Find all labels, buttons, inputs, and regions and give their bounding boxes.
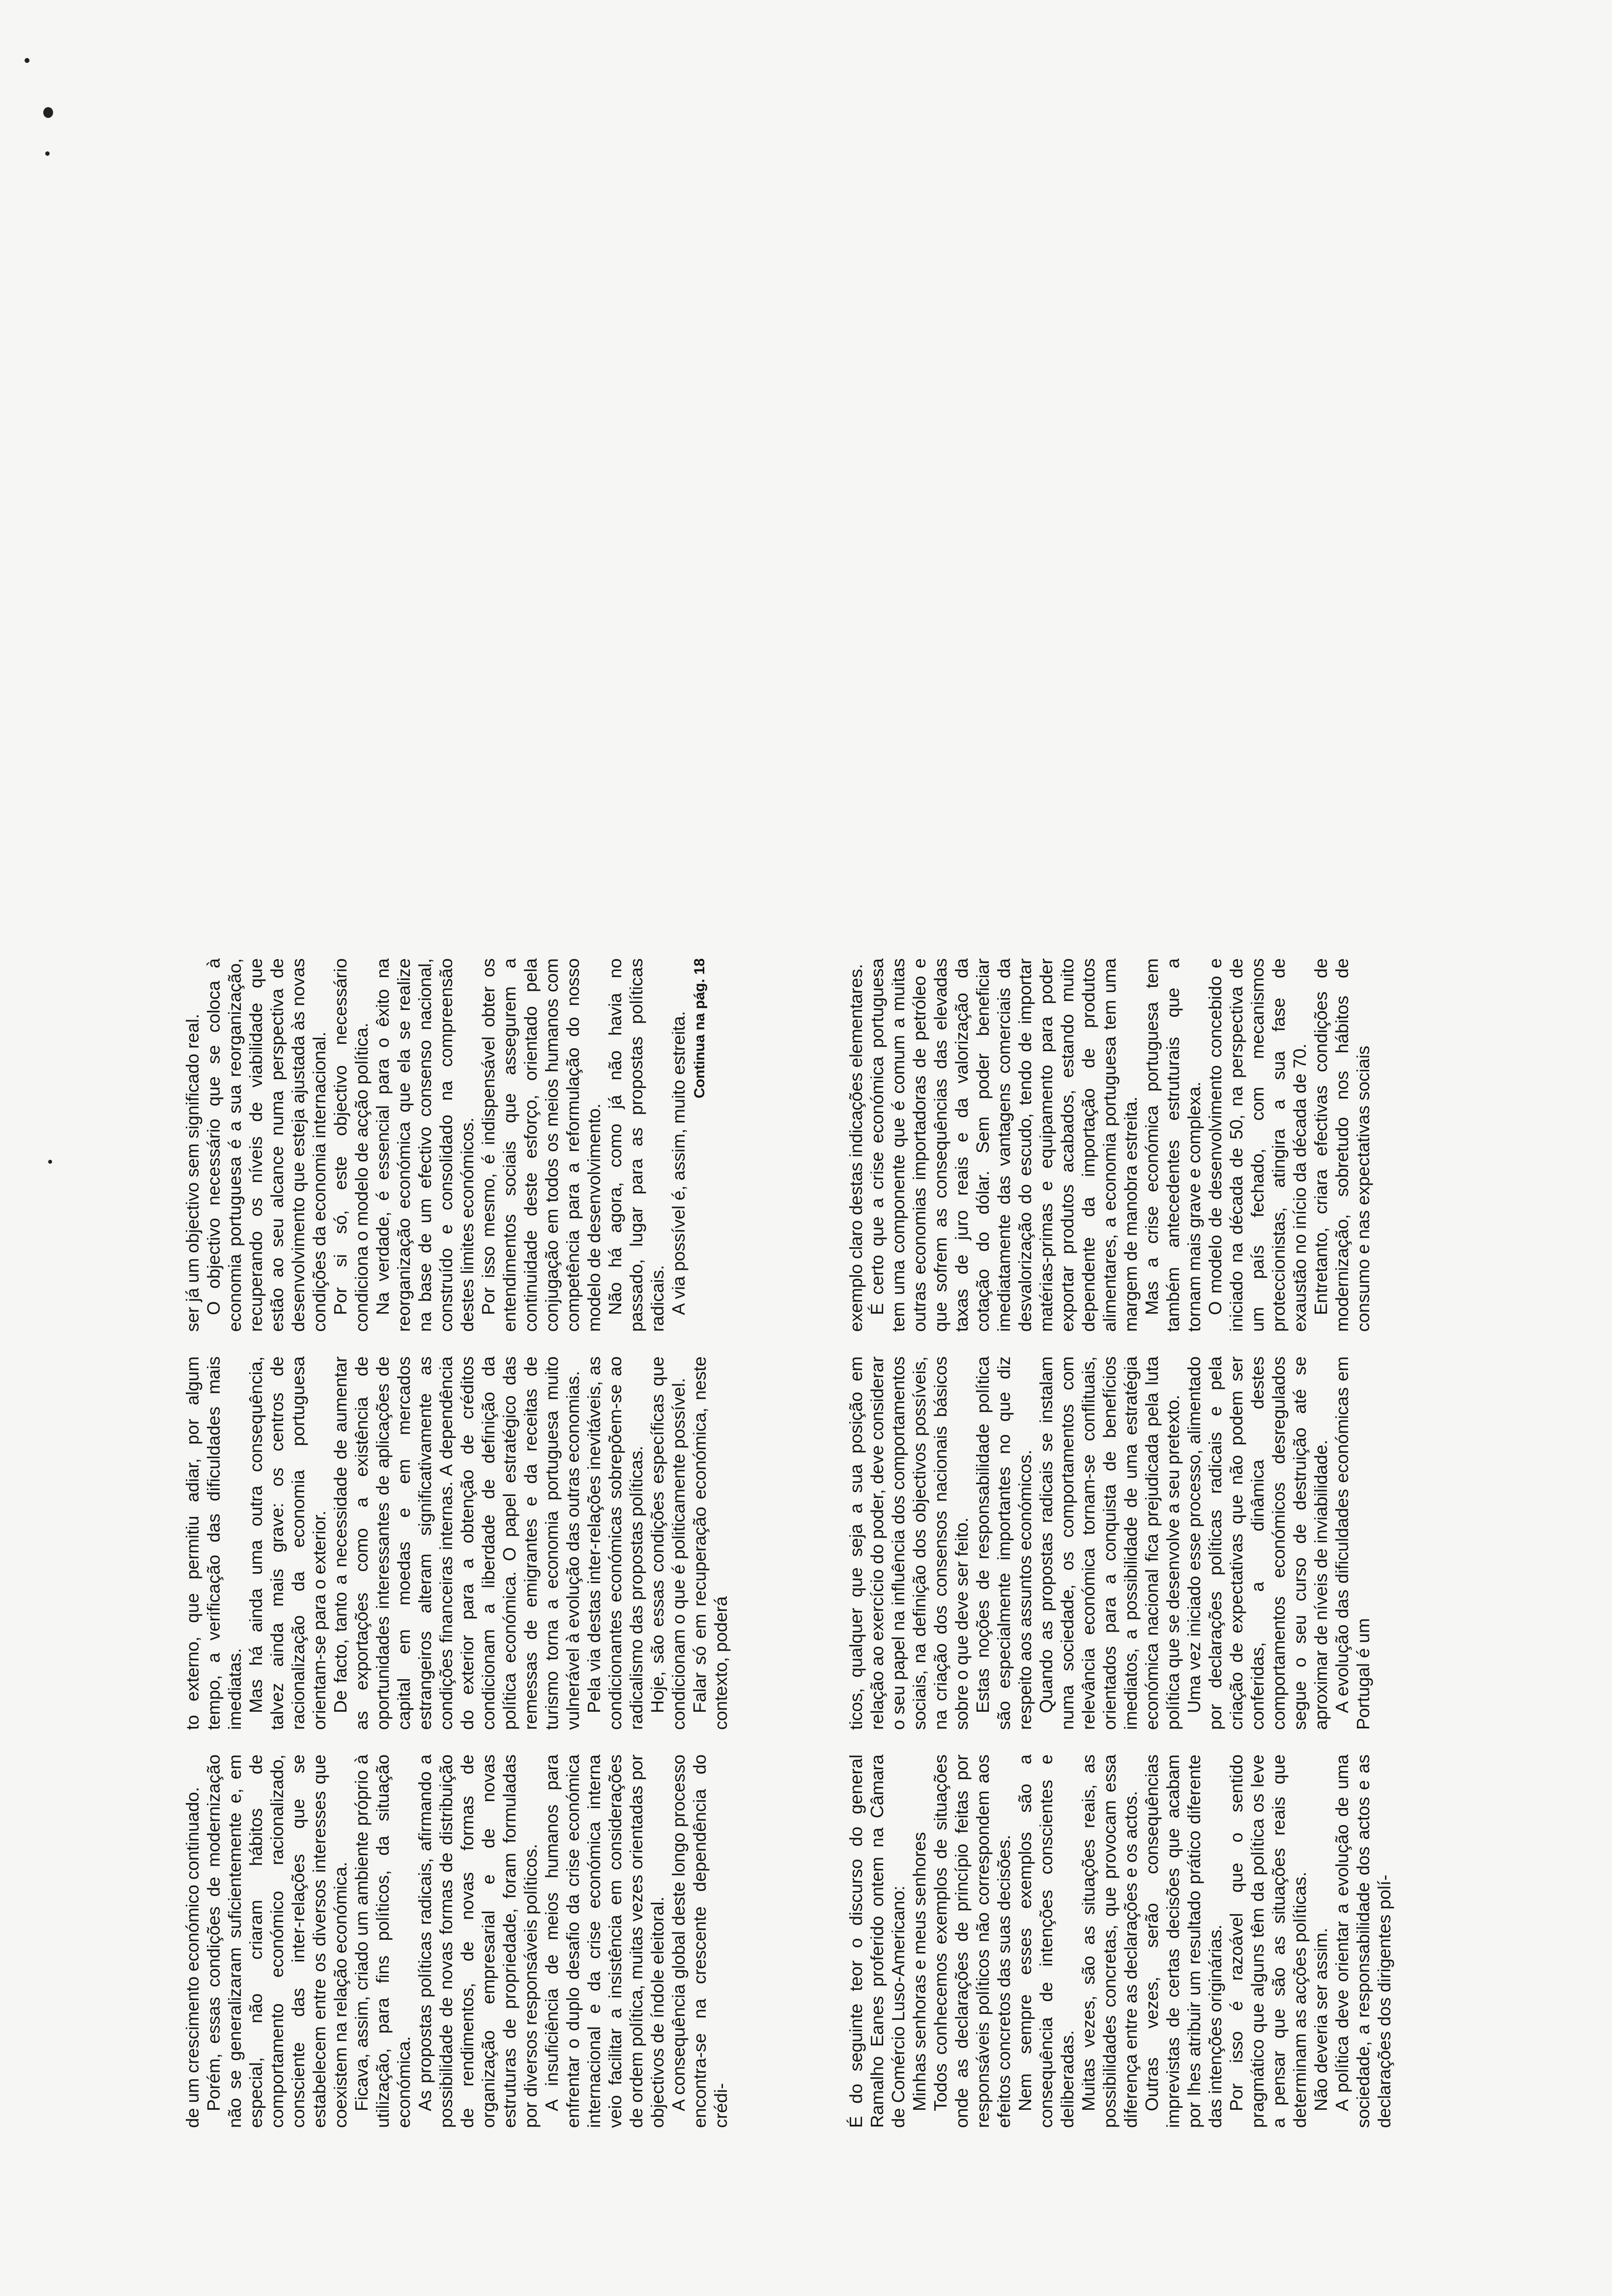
paragraph: É do seguinte teor o discurso do general Ramalho Eanes proferido ontem na Câmara de Comércio Luso-Americano: (846, 1754, 908, 2128)
rotated-newspaper-article (177, 162, 1435, 2128)
paragraph: De facto, tanto a necessidade de aumentar as exportações como a existência de oportunidades interessantes de aplicações de capital em moedas e em mercados estrangeiros alteram significativamente as condições financeiras internas. A dependência do exterior para a obtenção de créditos condicionam a liberdade de definição da política económica. O papel estratégico das remessas de emigrantes e da receitas de turismo torna a economia portuguesa muito vulnerável à evolução das outras economias. (330, 1356, 583, 1730)
paragraph: Na verdade, é essencial para o êxito na reorganização económica que ela se realize na base de um efectivo consenso nacional, construído e consolidado na compreensão destes limites económicos. (373, 958, 477, 1332)
paragraph: Porém, essas condições de modernização não se generalizaram suficientemente e, em especial, não criaram hábitos de comportamento económico racionalizado, consciente das inter-relações que se estabelecem entre os diversos interesses que coexistem na relação económica. (203, 1754, 350, 2128)
paragraph: Entretanto, criara efectivas condições de modernização, sobretudo nos hábitos de consumo e nas expectativas sociais (1311, 958, 1373, 1332)
paragraph: As propostas políticas radicais, afirmando a possibilidade de novas formas de distribuição de rendimentos, de novas formas de organização empresarial e de novas estruturas de propriedade, foram formuladas por diversos responsáveis políticos. (415, 1754, 541, 2128)
scan-speck (43, 107, 53, 118)
text-column-2 (845, 1356, 1435, 1730)
paragraph: Mas a crise económica portuguesa tem também antecedentes estruturais que a tornam mais grave e complexa. (1142, 958, 1204, 1332)
text-column-6 (182, 958, 772, 1332)
paragraph: Uma vez iniciado esse processo, alimentado por declarações políticas radicais e pela criação de expectativas que não podem ser conferidas, a dinâmica destes comportamentos económicos desregulados segue o seu curso de destruição até se aproximar de níveis de inviabilidade. (1184, 1356, 1331, 1730)
paragraph: ser já um objectivo sem significado real. (182, 1013, 202, 1332)
paragraph: Quando as propostas radicais se instalam numa sociedade, os comportamentos com relevância económica tornam-se conflituais, orientados para a conquista de benefícios imediatos, a possibilidade de uma estratégia económica nacional fica prejudicada pela luta política que se desenvolve a seu pretexto. (1036, 1356, 1183, 1730)
scan-speck (25, 58, 29, 63)
paragraph: Por isso mesmo, é indispensável obter os entendimentos sociais que assegurem a continuidade deste esforço, orientado pela conjugação em todos os meios humanos com competência para a reformulação do nosso modelo de desenvolvimento. (478, 958, 604, 1332)
paragraph: A evolução das dificuldades económicas em Portugal é um (1332, 1356, 1373, 1730)
paragraph: Minhas senhoras e meus senhores (909, 1832, 929, 2111)
article-band-upper (182, 162, 772, 2128)
paragraph: Por si só, este objectivo necessário condiciona o modelo de acção política. (330, 958, 372, 1332)
paragraph: O modelo de desenvolvimento concebido e iniciado na década de 50, na perspectiva de um país fechado, com mecanismos proteccionistas, atingira a sua fase de exaustão no início da década de 70. (1205, 958, 1310, 1332)
paragraph: Todos conhecemos exemplos de situações onde as declarações de princípio feitas por responsáveis políticos não correspondem aos efeitos concretos das suas decisões. (930, 1754, 1014, 2128)
paragraph: Falar só em recuperação económica, neste contexto, poderá (690, 1356, 731, 1730)
paragraph: Estas noções de responsabilidade política são especialmente importantes no que diz respeito aos assuntos económicos. (973, 1356, 1035, 1730)
paragraph: A consequência global deste longo processo encontra-se na crescente dependência do crédi- (668, 1754, 731, 2128)
paragraph: A via possível é, assim, muito estreita. (668, 1011, 689, 1315)
paragraph: Nem sempre esses exemplos são a consequência de intenções conscientes e deliberadas. (1015, 1754, 1077, 2128)
paragraph: Pela via destas inter-relações inevitáveis, as condicionantes económicas sobrepõem-se ao radicalismo das propostas políticas. (584, 1356, 646, 1730)
text-column-1 (845, 1754, 1435, 2128)
paragraph: O objectivo necessário que se coloca à economia portuguesa é a sua reorganização, recuperando os níveis de viabilidade que estão ao seu alcance numa perspectiva de desenvolvimento que esteja ajustada às novas condições da economia internacional. (203, 958, 329, 1332)
paragraph: Não deveria ser assim. (1311, 1927, 1331, 2111)
continuation-note: Continua na pág. 18 (691, 958, 708, 1099)
text-column-5 (182, 1356, 772, 1730)
paragraph: É certo que a crise económica portuguesa tem uma componente que é comum a muitas outras economias importadoras de petróleo e que sofrem as consequências das elevadas taxas de juro reais e da valorização da cotação do dólar. Sem poder beneficiar imediatamente das vantagens comerciais da desvalorização do escudo, tendo de importar matérias-primas e equipamento para poder exportar produtos acabados, estando muito dependente da importação de produtos alimentares, a economia portuguesa tem uma margem de manobra estreita. (867, 958, 1141, 1332)
paragraph: de um crescimento económico continuado. (182, 1787, 202, 2128)
paragraph: to externo, que permitiu adiar, por algum tempo, a verificação das dificuldades mais imediatas. (182, 1356, 245, 1730)
text-column-4 (182, 1754, 772, 2128)
scan-speck (48, 1160, 52, 1164)
paragraph: Hoje, são essas condições específicas que condicionam o que é politicamente possível. (647, 1356, 689, 1730)
paragraph: Outras vezes, serão consequências imprevistas de certas decisões que acabam por lhes atribuir um resultado prático diferente das intenções originárias. (1142, 1754, 1225, 2128)
paragraph: Ficava, assim, criado um ambiente próprio à utilização, para fins políticos, da situação económica. (351, 1754, 414, 2128)
paragraph: exemplo claro destas indicações elementares. (846, 964, 866, 1332)
text-column-3 (845, 958, 1435, 1332)
scan-speck (45, 151, 50, 156)
paragraph: Por isso é razoável que o sentido pragmático que alguns têm da política os leve a pensar que são as situações reais que determinam as acções políticas. (1226, 1754, 1310, 2128)
paragraph: A política deve orientar a evolução de uma sociedade, a responsabilidade dos actos e as declarações dos dirigentes polí- (1332, 1754, 1394, 2128)
article-band-lower (845, 162, 1435, 2128)
paragraph: ticos, qualquer que seja a sua posição em relação ao exercício do poder, deve considerar o seu papel na influência dos comportamentos sociais, na definição dos objectivos possíveis, na criação dos consensos nacionais básicos sobre o que deve ser feito. (846, 1356, 972, 1730)
paragraph: Muitas vezes, são as situações reais, as possibilidades concretas, que provocam essa diferença entre as declarações e os actos. (1078, 1754, 1141, 2128)
paragraph: A insuficiência de meios humanos para enfrentar o duplo desafio da crise económica internacional e da crise económica interna veio facilitar a insistência em considerações de ordem política, muitas vezes orientadas por objectivos de índole eleitoral. (542, 1754, 667, 2128)
paragraph: Não há agora, como já não havia no passado, lugar para as propostas políticas radicais. (605, 958, 667, 1332)
paragraph: Mas há ainda uma outra consequência, talvez ainda mais grave: os centros de racionalização da economia portuguesa orientam-se para o exterior. (246, 1356, 329, 1730)
